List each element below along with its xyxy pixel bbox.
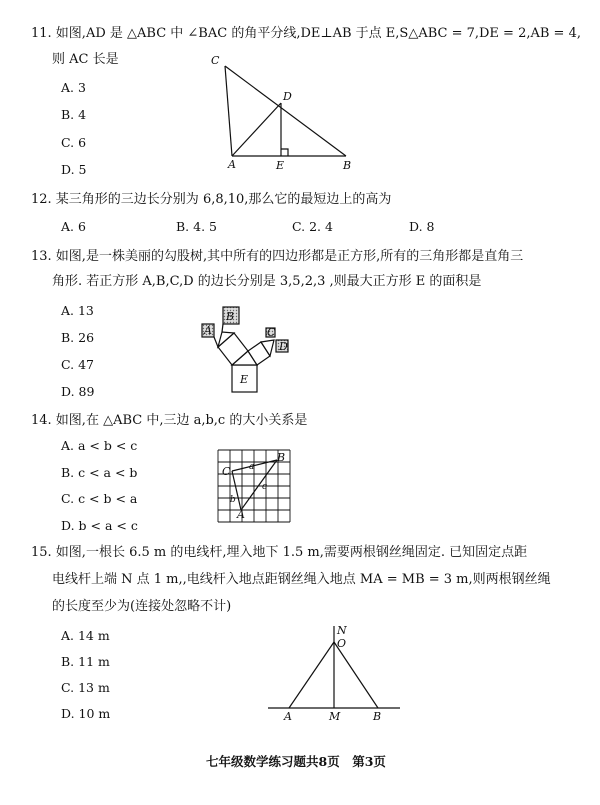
q15-stem-line2: 电线杆上端 N 点 1 m,,电线杆入地点距钢丝绳入地点 MA = MB = 3 m,则两根钢丝绳 [52,572,551,587]
q11-label-b: B [343,159,352,172]
q12-option-c[interactable]: C. 2. 4 [292,219,333,234]
q15-label-n: N [337,624,347,637]
q12-option-d[interactable]: D. 8 [409,219,435,234]
q12-stem: 12. 某三角形的三边长分别为 6,8,10,那么它的最短边上的高为 [31,192,392,207]
q11-stem-line2: 则 AC 长是 [52,52,119,67]
q11-side-ca [225,66,232,156]
q11-option-a[interactable]: A. 3 [61,80,86,95]
q14-label-c-point: C [222,465,231,478]
q13-option-c[interactable]: C. 47 [61,357,94,372]
q12-option-b[interactable]: B. 4. 5 [176,219,217,234]
q15-label-a: A [284,710,292,722]
q15-cable-oa [289,642,334,708]
q13-option-d[interactable]: D. 89 [61,384,95,399]
q11-option-d[interactable]: D. 5 [61,162,87,177]
q11-right-angle-mark [281,149,288,156]
q14-option-d[interactable]: D. b < a < c [61,518,138,533]
q11-stem-line1: 11. 如图,AD 是 △ABC 中 ∠BAC 的角平分线,DE⊥AB 于点 E,S△ABC = 7,DE = 2,AB = 4, [31,26,581,41]
q11-option-c[interactable]: C. 6 [61,135,87,150]
q13-label-d: D [279,340,288,353]
q13-stem-line2: 角形. 若正方形 A,B,C,D 的边长分别是 3,5,2,3 ,则最大正方形 E 的面积是 [52,274,482,289]
q15-pole-figure [262,622,408,722]
q12-option-a[interactable]: A. 6 [61,219,86,234]
q15-option-c[interactable]: C. 13 m [61,680,110,695]
q11-label-d: D [283,90,292,103]
q14-option-a[interactable]: A. a < b < c [61,438,138,453]
q14-label-b-point: B [277,451,286,464]
q14-stem: 14. 如图,在 △ABC 中,三边 a,b,c 的大小关系是 [31,413,308,428]
q15-label-m: M [329,710,341,722]
q14-label-a-point: A [237,508,245,521]
q13-label-b: B [226,310,235,323]
q13-connector-a [214,337,218,347]
q15-label-o: O [337,637,347,650]
q13-label-e: E [240,373,249,386]
q15-stem-line1: 15. 如图,一根长 6.5 m 的电线杆,埋入地下 1.5 m,需要两根钢丝绳固定. 已知固定点距 [31,545,528,560]
q13-pythagoras-tree-figure [193,300,303,400]
q13-option-b[interactable]: B. 26 [61,330,95,345]
q11-label-c: C [211,54,220,67]
q15-option-b[interactable]: B. 11 m [61,654,110,669]
q15-option-a[interactable]: A. 14 m [61,628,110,643]
q15-cable-ob [334,642,378,708]
q11-side-cb [225,66,346,156]
q13-option-a[interactable]: A. 13 [61,303,94,318]
q14-option-b[interactable]: B. c < a < b [61,465,138,480]
q14-label-side-a: a [249,462,255,472]
q14-grid-triangle-figure [211,448,297,524]
q15-stem-line3: 的长度至少为(连接处忽略不计) [52,599,232,614]
q15-label-b: B [373,710,382,722]
q11-label-a: A [228,158,236,171]
q11-option-b[interactable]: B. 4 [61,107,87,122]
q14-label-side-b: b [230,495,236,505]
page-footer: 七年级数学练习题共8页 第3页 [206,754,386,769]
q13-connector-b [222,324,223,332]
q11-label-e: E [276,159,285,172]
q15-option-d[interactable]: D. 10 m [61,706,111,721]
q14-label-side-c: c [262,482,268,492]
q14-option-c[interactable]: C. c < b < a [61,491,138,506]
q13-label-c: C [267,326,276,339]
q13-label-a: A [204,324,212,337]
q11-bisector-ad [232,103,281,156]
q11-triangle-figure [200,48,370,174]
q13-stem-line1: 13. 如图,是一株美丽的勾股树,其中所有的四边形都是正方形,所有的三角形都是直角三 [31,249,524,264]
